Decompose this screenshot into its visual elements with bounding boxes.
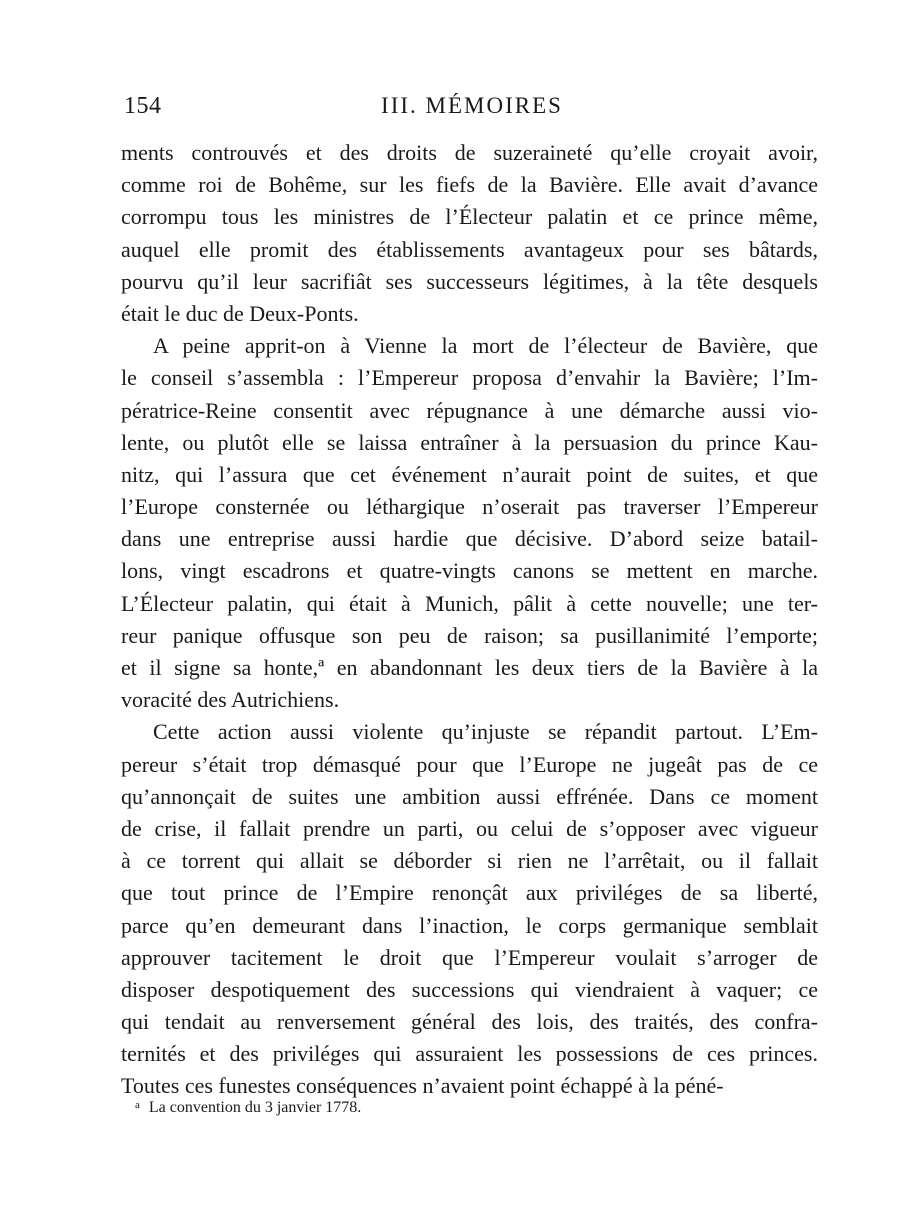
text-line: corrompu tous les ministres de l’Électeur palatin et ce prince même, bbox=[121, 204, 818, 230]
text-line: L’Électeur palatin, qui était à Munich, pâlit à cette nouvelle; une ter- bbox=[121, 590, 818, 616]
running-head: III. MÉMOIRES bbox=[381, 93, 563, 118]
text-line: ternités et des priviléges qui assuraient les possessions de ces princes. bbox=[121, 1041, 818, 1067]
text-line: de crise, il fallait prendre un parti, ou celui de s’opposer avec vigueur bbox=[121, 815, 818, 841]
text-line: l’Europe consternée ou léthargique n’oserait pas traverser l’Empereur bbox=[121, 494, 818, 520]
paragraph bbox=[121, 716, 818, 1102]
text-line: approuver tacitement le droit que l’Empereur voulait s’arroger de bbox=[121, 944, 818, 970]
page-number: 154 bbox=[124, 93, 162, 119]
text-line: que tout prince de l’Empire renonçât aux priviléges de sa liberté, bbox=[121, 880, 818, 906]
text-line: était le duc de Deux-Ponts. bbox=[121, 300, 359, 326]
paragraph bbox=[121, 137, 818, 330]
text-line: et il signe sa honte,ª en abandonnant les deux tiers de la Bavière à la bbox=[121, 655, 818, 680]
text-line: parce qu’en demeurant dans l’inaction, le corps germanique semblait bbox=[121, 912, 818, 938]
text-line: Cette action aussi violente qu’injuste se répandit partout. L’Em- bbox=[153, 719, 818, 745]
page-header bbox=[124, 93, 820, 127]
text-line: lente, ou plutôt elle se laissa entraîner à la persuasion du prince Kau- bbox=[121, 429, 818, 455]
text-line: qui tendait au renversement général des lois, des traités, des confra- bbox=[121, 1009, 818, 1035]
footnote-mark: a bbox=[135, 1099, 140, 1111]
footnote bbox=[135, 1099, 361, 1117]
text-line: disposer despotiquement des successions qui viendraient à vaquer; ce bbox=[121, 976, 818, 1002]
text-line: lons, vingt escadrons et quatre-vingts canons se mettent en marche. bbox=[121, 558, 818, 584]
text-line: pératrice-Reine consentit avec répugnance à une démarche aussi vio- bbox=[121, 397, 818, 423]
text-line: reur panique offusque son peu de raison; sa pusillanimité l’emporte; bbox=[121, 622, 818, 648]
text-line: pourvu qu’il leur sacrifiât ses successeurs légitimes, à la tête desquels bbox=[121, 268, 818, 294]
text-line: ments controuvés et des droits de suzeraineté qu’elle croyait avoir, bbox=[121, 140, 818, 165]
text-line: A peine apprit-on à Vienne la mort de l’électeur de Bavière, que bbox=[153, 333, 818, 359]
footnote-text: La convention du 3 janvier 1778. bbox=[148, 1099, 362, 1116]
text-line: qu’annonçait de suites une ambition aussi effrénée. Dans ce moment bbox=[121, 783, 818, 809]
text-line: comme roi de Bohême, sur les fiefs de la Bavière. Elle avait d’avance bbox=[121, 172, 818, 198]
text-line: auquel elle promit des établissements avantageux pour ses bâtards, bbox=[121, 236, 818, 262]
text-line: nitz, qui l’assura que cet événement n’aurait point de suites, et que bbox=[121, 461, 818, 487]
text-line: pereur s’était trop démasqué pour que l’Europe ne jugeât pas de ce bbox=[121, 751, 818, 777]
text-line: le conseil s’assembla : l’Empereur proposa d’envahir la Bavière; l’Im- bbox=[121, 365, 818, 391]
text-line: voracité des Autrichiens. bbox=[121, 687, 340, 713]
body-text bbox=[121, 137, 818, 1103]
text-line: Toutes ces funestes conséquences n’avaient point échappé à la péné- bbox=[121, 1073, 724, 1099]
text-line: à ce torrent qui allait se déborder si rien ne l’arrêtait, ou il fallait bbox=[121, 848, 818, 874]
text-line: dans une entreprise aussi hardie que décisive. D’abord seize batail- bbox=[121, 526, 818, 552]
paragraph bbox=[121, 330, 818, 716]
